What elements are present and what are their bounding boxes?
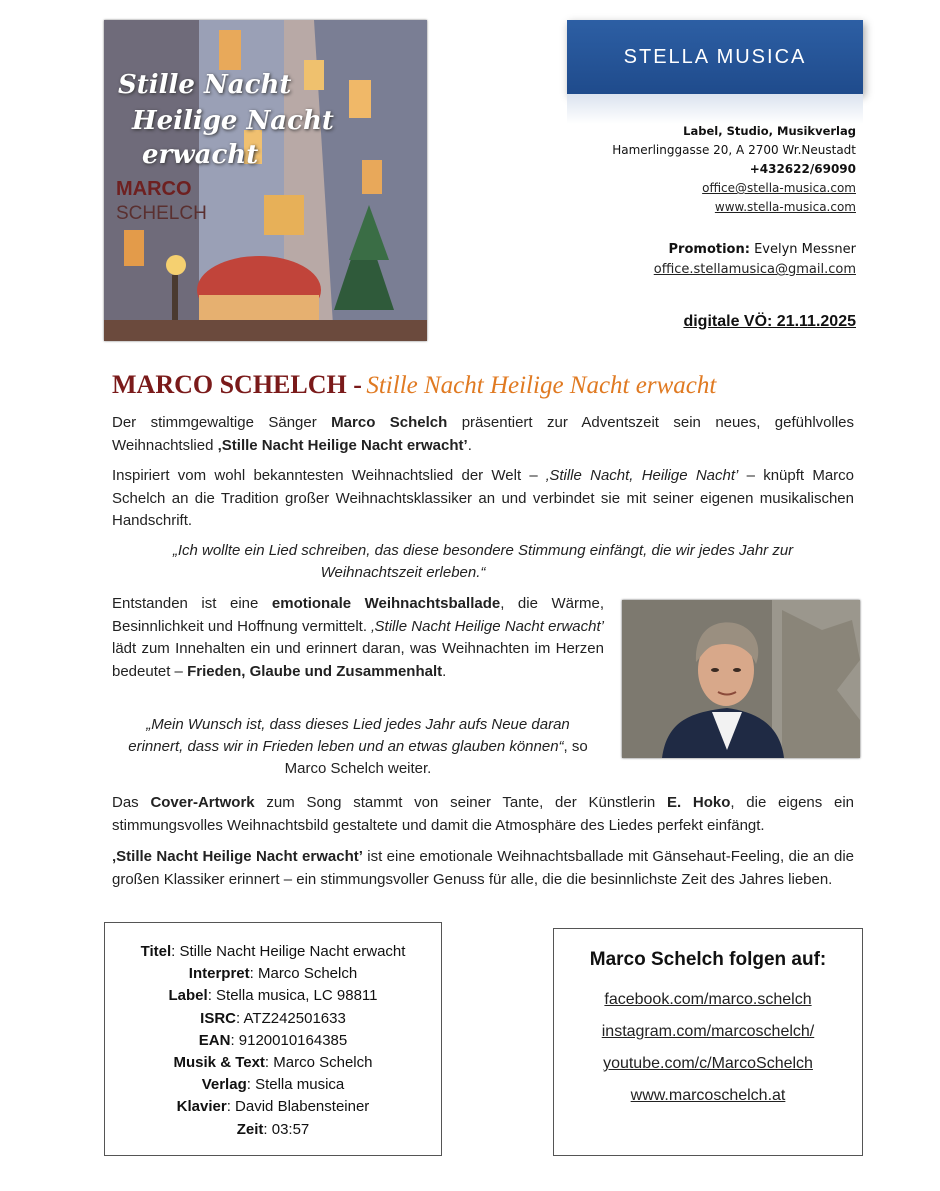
text-bold: Marco Schelch xyxy=(331,414,448,431)
text: – knüpft Marco Schelch an die Tradition großer Weihnachtsklassiker an und verbindet sie mit seiner eigenen musikalischen Handschrift. xyxy=(112,467,854,529)
text: Das xyxy=(112,794,151,811)
stella-musica-logo xyxy=(567,20,863,94)
text-bold: ‚Stille Nacht Heilige Nacht erwacht’ xyxy=(112,848,363,865)
facebook-link[interactable]: facebook.com/marco.schelch xyxy=(604,991,812,1008)
track-info-row xyxy=(105,1008,441,1030)
label-description: Label, Studio, Musikverlag xyxy=(683,124,856,138)
label-website-link[interactable]: www.stella-musica.com xyxy=(714,200,856,214)
track-info-row xyxy=(105,941,441,963)
text: zum Song stammt von seiner Tante, der Künstlerin xyxy=(254,794,667,811)
quote-line: „Mein Wunsch ist, dass dieses Lied jedes Jahr aufs Neue daran xyxy=(146,716,570,733)
quote-one xyxy=(112,540,854,584)
track-info-label: ISRC xyxy=(200,1009,237,1027)
track-info-label: EAN xyxy=(198,1031,231,1049)
track-info-label: Label xyxy=(168,987,208,1005)
track-info-label: Verlag xyxy=(201,1076,247,1094)
album-cover xyxy=(104,20,427,341)
track-info-value: : David Blabensteiner xyxy=(226,1098,370,1116)
headline-song: Stille Nacht Heilige Nacht erwacht xyxy=(366,372,717,399)
instagram-link[interactable]: instagram.com/marcoschelch/ xyxy=(601,1023,815,1040)
cover-title-line-1: Stille Nacht xyxy=(118,70,292,100)
track-info-label: Titel xyxy=(140,943,172,960)
track-info-row xyxy=(105,985,441,1007)
text: , die Wärme, Besinnlichkeit und Hoffnung vermittelt. xyxy=(112,595,604,635)
paragraph-inspiration xyxy=(112,465,854,533)
text-bold: emotionale Weihnachtsballade xyxy=(271,595,501,612)
track-info-row xyxy=(105,1096,441,1118)
text-bold: Frieden, Glaube und Zusammenhalt xyxy=(187,662,443,680)
track-info-box xyxy=(104,922,442,1156)
cover-artist-last: SCHELCH xyxy=(116,203,207,224)
cover-title-line-2: Heilige Nacht xyxy=(132,106,334,136)
artist-photo xyxy=(622,600,860,758)
label-address: Hamerlinggasse 20, A 2700 Wr.Neustadt xyxy=(612,143,856,157)
text-italic: ‚Stille Nacht Heilige Nacht erwacht’ xyxy=(371,617,604,635)
track-info-list xyxy=(105,941,441,1141)
text: . xyxy=(467,436,472,454)
release-date: digitale VÖ: 21.11.2025 xyxy=(683,313,856,330)
paragraph-intro xyxy=(112,412,854,457)
label-contact xyxy=(612,122,856,217)
track-info-label: Zeit xyxy=(236,1120,264,1138)
follow-title: Marco Schelch folgen auf: xyxy=(589,949,827,970)
paragraph-summary xyxy=(112,846,854,891)
text-italic: ‚Stille Nacht, Heilige Nacht’ xyxy=(546,467,739,484)
cover-title-line-3: erwacht xyxy=(142,140,259,170)
track-info-value: : Marco Schelch xyxy=(249,965,358,983)
quote-line: erinnert, dass wir in Frieden leben und an etwas glauben können“ xyxy=(128,738,564,755)
label-email-link[interactable]: office@stella-musica.com xyxy=(702,181,856,195)
headline-artist: MARCO SCHELCH - xyxy=(112,370,362,399)
promotion-label: Promotion: xyxy=(668,242,750,257)
track-info-label: Musik & Text xyxy=(173,1054,265,1072)
text-bold: E. Hoko xyxy=(666,794,731,811)
text: Inspiriert vom wohl bekanntesten Weihnachtslied der Welt – xyxy=(112,467,547,484)
track-info-row xyxy=(105,963,441,985)
text: , die eigens ein stimmungsvolles Weihnachtsbild gestaltete und damit die Atmosphäre des Liedes perfekt einfängt. xyxy=(112,794,855,834)
quote-attribution: Marco Schelch weiter. xyxy=(284,760,432,777)
text: präsentiert zur Adventszeit sein neues, gefühlvolles Weihnachtslied xyxy=(112,414,854,454)
promotion-email-link[interactable]: office.stellamusica@gmail.com xyxy=(653,262,856,277)
promotion-contact xyxy=(654,240,856,280)
label-phone: +432622/69090 xyxy=(749,162,856,176)
track-info-label: Interpret xyxy=(188,965,250,983)
cover-artist-first: MARCO xyxy=(116,178,192,200)
youtube-link[interactable]: youtube.com/c/MarcoSchelch xyxy=(603,1055,813,1072)
text: Entstanden ist eine xyxy=(112,595,272,612)
text-bold: ‚Stille Nacht Heilige Nacht erwacht’ xyxy=(217,436,468,454)
text: . xyxy=(442,662,447,680)
paragraph-artwork xyxy=(112,792,854,837)
paragraph-ballad xyxy=(112,593,604,683)
track-info-value: : ATZ242501633 xyxy=(236,1009,346,1027)
track-info-value: : Stella musica xyxy=(246,1076,345,1094)
artist-portrait xyxy=(622,600,860,758)
text: ist eine emotionale Weihnachtsballade mit Gänsehaut-Feeling, die an die großen Klassiker erinnert – ein stimmungsvoller Genuss für alle, die die besinnlichste Zeit des Jahres lieben. xyxy=(112,848,854,888)
track-info-value: : Stella musica, LC 98811 xyxy=(207,987,378,1005)
text: lädt zum Innehalten ein und erinnert daran, was Weihnachten im Herzen bedeutet – xyxy=(112,640,604,680)
text: Der stimmgewaltige Sänger xyxy=(112,414,332,431)
track-info-row xyxy=(105,1119,441,1141)
track-info-value: : Marco Schelch xyxy=(264,1054,373,1072)
website-link[interactable]: www.marcoschelch.at xyxy=(630,1087,786,1104)
track-info-value: : 9120010164385 xyxy=(230,1031,348,1049)
track-info-row xyxy=(105,1052,441,1074)
track-info-value: : 03:57 xyxy=(263,1120,310,1138)
track-info-value: : Stille Nacht Heilige Nacht erwacht xyxy=(171,943,406,960)
text-bold: Cover-Artwork xyxy=(150,794,255,811)
track-info-label: Klavier xyxy=(176,1098,227,1116)
follow-box xyxy=(553,928,863,1156)
quote-suffix: , so xyxy=(563,738,588,755)
promotion-name: Evelyn Messner xyxy=(749,242,856,257)
logo-reflection xyxy=(567,94,863,124)
quote-line: „Ich wollte ein Lied schreiben, das diese besondere Stimmung einfängt, die wir jedes Jahr zur xyxy=(172,542,794,559)
headline xyxy=(112,370,872,400)
logo-text: STELLA MUSICA xyxy=(623,45,807,68)
track-info-row xyxy=(105,1030,441,1052)
quote-two xyxy=(112,714,604,780)
track-info-row xyxy=(105,1074,441,1096)
quote-line: Weihnachtszeit erleben.“ xyxy=(320,564,486,581)
